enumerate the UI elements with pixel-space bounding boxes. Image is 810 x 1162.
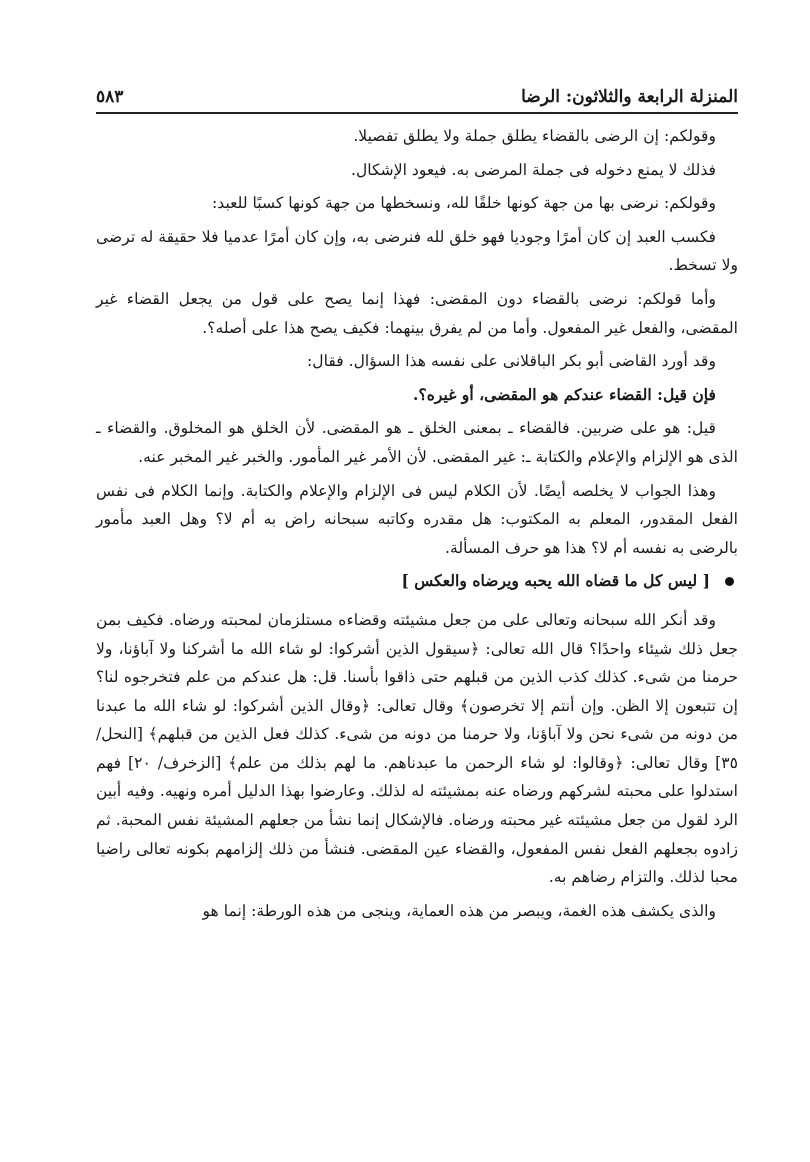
paragraph-5: وأما قولكم: نرضى بالقضاء دون المقضى: فهذا إنما يصح على قول من يجعل القضاء غير المقضى، والفعل غير المفعول. وأما من لم يفرق بينهما: فكيف يصح هذا على أصله؟. — [96, 289, 738, 337]
paragraph-2: فذلك لا يمنع دخوله فى جملة المرضى به. فيعود الإشكال. — [351, 160, 716, 179]
paragraph-4: فكسب العبد إن كان أمرًا وجوديا فهو خلق لله فنرضى به، وإن كان أمرًا عدميا فلا حقيقة له ترضى ولا تسخط. — [96, 227, 738, 275]
final-paragraph-2: والذى يكشف هذه الغمة، ويبصر من هذه العماية، وينجى من هذه الورطة: إنما هو — [202, 901, 716, 920]
bullet-icon — [725, 577, 734, 586]
answer-paragraph-2: وهذا الجواب لا يخلصه أيضًا. لأن الكلام ليس فى الإلزام والإعلام والكتابة. وإنما الكلام فى نفس الفعل المقدور، المعلم به المكتوب: هل مقدره وكاتبه سبحانه راض به أم لا؟ وهل العبد مأمور بالرضى به نفسه أم لا؟ هذا هو حرف المسألة. — [96, 481, 738, 557]
page-number: ٥٨٣ — [96, 87, 124, 107]
paragraph-6: وقد أورد القاضى أبو بكر الباقلانى على نفسه هذا السؤال. فقال: — [306, 352, 716, 371]
final-paragraph-1: وقد أنكر الله سبحانه وتعالى على من جعل مشيئته وقضاءه مستلزمان لمحبته ورضاه. فكيف بمن جعل ذلك شيئاء واحدًا؟ قال الله تعالى: ﴿سيقول الذين أشركوا: لو شاء الله ما أشركنا ولا آباؤنا، ولا حرمنا من شىء. كذلك كذب الذين من قبلهم حتى ذاقوا بأسنا. قل: هل عندكم من علم فتخرجوه لنا؟ إن تتبعون إلا الظن. وإن أنتم إلا تخرصون﴾ وقال تعالى: ﴿وقال الذين أشركوا: لو شاء الله ما عبدنا من دونه من شىء نحن ولا آباؤنا، ولا حرمنا من دونه من شىء. كذلك فعل الذين من قبلهم﴾ [النحل/ ٣٥] وقال تعالى: ﴿وقالوا: لو شاء الرحمن ما عبدناهم. ما لهم بذلك من علم﴾ [الزخرف/ ٢٠] فهم استدلوا على محبته لشركهم ورضاه عنه بمشيئته له لذلك. وعارضوا بهذا الدليل أمره ونهيه. وفيه أبين الرد لقول من جعل مشيئته غير محبته ورضاه. فالإشكال إنما نشأ من جعلهم المشيئة نفس المحبة. ثم زادوه بجعلهم الفعل نفس المفعول، والقضاء عين المقضى. فنشأ من ذلك إلزامهم بكونه تعالى راضيا محبا لذلك. والتزام رضاهم به. — [96, 610, 738, 887]
page-body — [96, 122, 738, 930]
header-rule — [96, 112, 738, 114]
page-header — [96, 84, 738, 110]
section-heading-text: [ ليس كل ما قضاه الله يحبه ويرضاه والعكس ] — [401, 571, 710, 591]
running-title: المنزلة الرابعة والثلاثون: الرضا — [521, 87, 738, 107]
paragraph-1: وقولكم: إن الرضى بالقضاء يطلق جملة ولا يطلق تفصيلا. — [353, 127, 716, 145]
section-heading — [96, 567, 738, 596]
question-line: فإن قيل: القضاء عندكم هو المقضى، أو غيره؟. — [413, 384, 716, 404]
answer-paragraph-1: قيل: هو على ضربين. فالقضاء ـ بمعنى الخلق ـ هو المقضى. لأن الخلق هو المخلوق. والقضاء ـ الذى هو الإلزام والإعلام والكتابة ـ: غير المقضى. لأن الأمر غير المأمور. والخبر غير المخبر عنه. — [96, 419, 738, 466]
paragraph-3: وقولكم: نرضى بها من جهة كونها خلقًا لله، ونسخطها من جهة كونها كسبًا للعبد: — [212, 194, 716, 213]
